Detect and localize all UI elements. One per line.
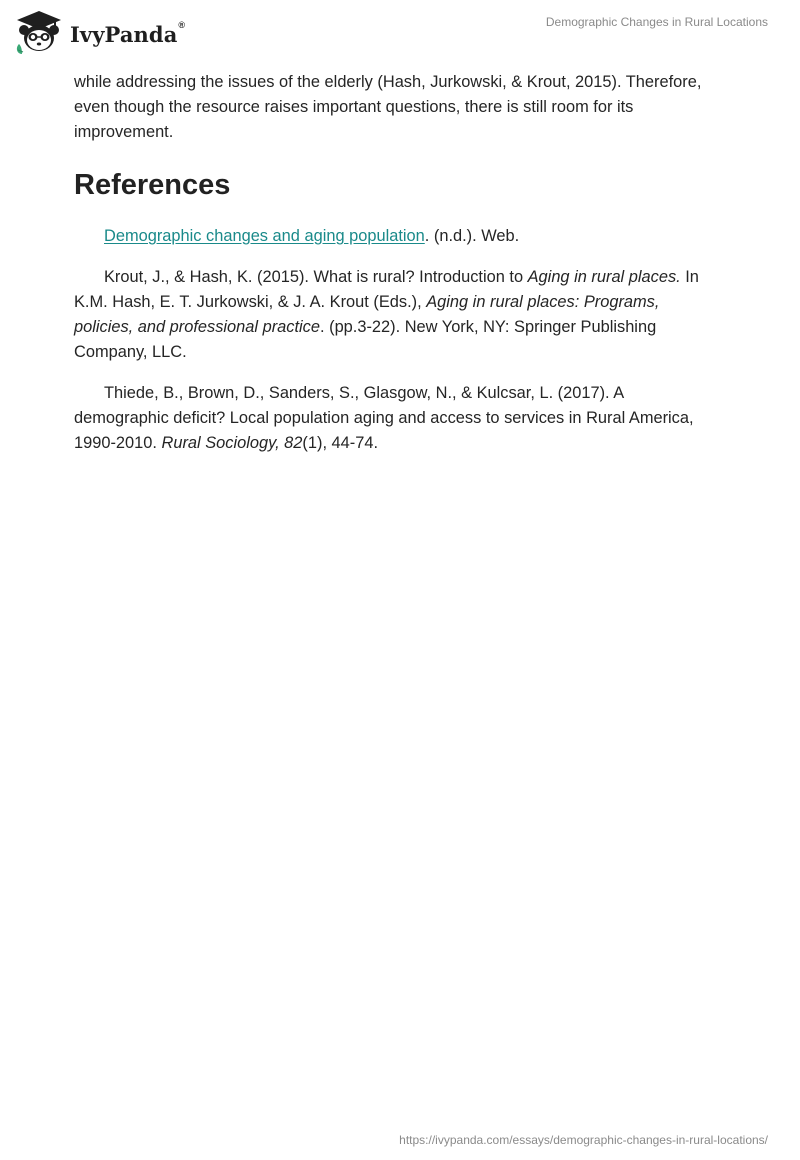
page-header <box>0 0 800 70</box>
reference-title-italic: Aging in rural places. <box>527 268 681 286</box>
reference-text: . (pp.3-22). New York, NY: Springer Publishing Company, LLC. <box>74 318 657 361</box>
reference-title-italic: Rural Sociology, 82 <box>161 434 303 452</box>
footer-url[interactable]: https://ivypanda.com/essays/demographic-changes-in-rural-locations/ <box>399 1133 768 1147</box>
registered-mark: ® <box>178 19 186 30</box>
brand-logo[interactable] <box>14 8 185 58</box>
references-heading: References <box>74 169 231 201</box>
brand-name: IvyPanda® <box>70 19 186 47</box>
reference-item <box>74 381 722 456</box>
reference-link[interactable]: Demographic changes and aging population <box>104 227 425 245</box>
reference-item <box>74 265 722 365</box>
running-title: Demographic Changes in Rural Locations <box>545 15 768 29</box>
reference-title-italic: Aging in rural places: Programs, policies, and professional practice <box>74 293 660 336</box>
intro-paragraph: while addressing the issues of the elderly (Hash, Jurkowski, & Krout, 2015). Therefore, even though the resource raises important questions, there is still room for its improvement. <box>74 73 702 141</box>
reference-text: Thiede, B., Brown, D., Sanders, S., Glasgow, N., & Kulcsar, L. (2017). A demographic deficit? Local population aging and access to services in Rural America, 1990-2010. <box>74 384 694 452</box>
reference-text: . (n.d.). Web. <box>424 227 520 245</box>
reference-text: Krout, J., & Hash, K. (2015). What is rural? Introduction to <box>104 268 528 286</box>
reference-text: (1), 44-74. <box>302 434 379 452</box>
page-content <box>74 70 722 456</box>
reference-text: In K.M. Hash, E. T. Jurkowski, & J. A. Krout (Eds.), <box>74 268 699 311</box>
reference-item <box>74 224 722 249</box>
graduation-cap-panda-icon <box>14 8 64 58</box>
